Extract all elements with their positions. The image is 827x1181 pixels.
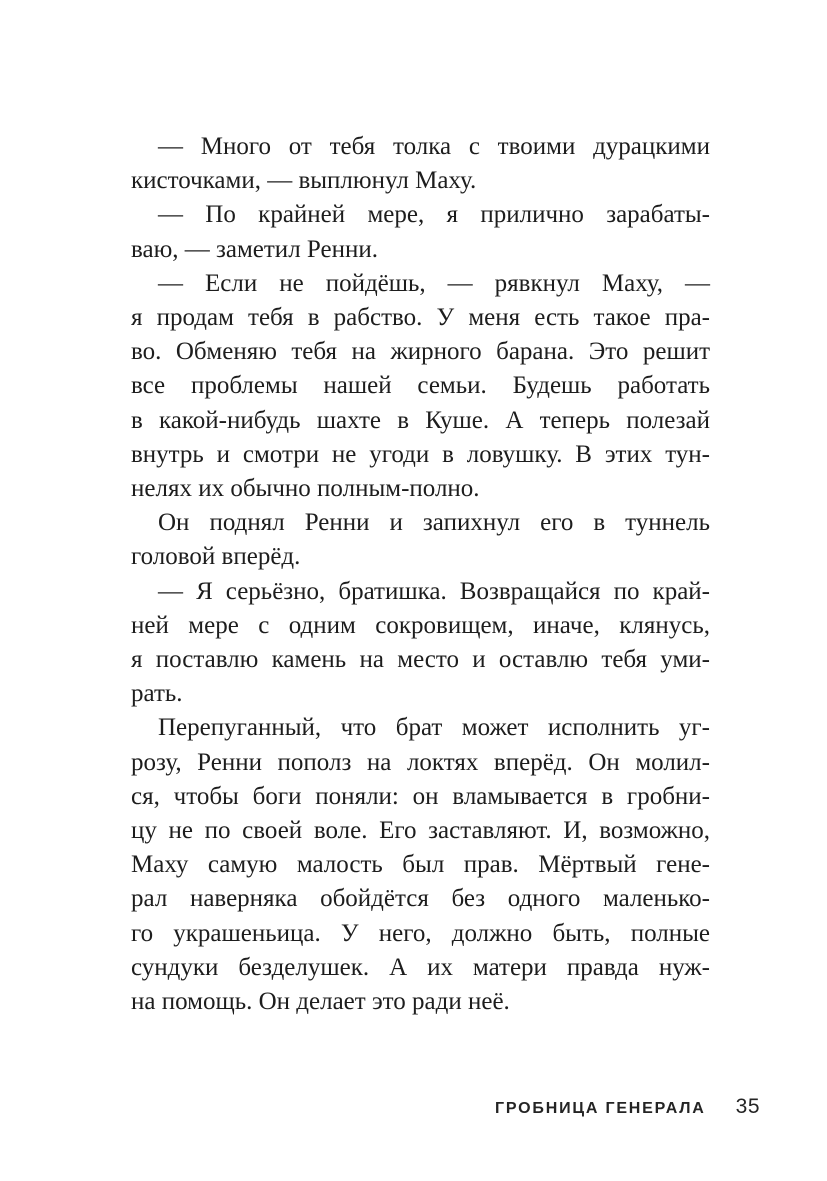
text-line: ваю, — заметил Ренни.: [131, 235, 378, 263]
text-line: рал наверняка обойдётся без одного маленько-: [131, 885, 710, 913]
page-footer: [495, 1095, 760, 1119]
text-line: сундуки безделушек. А их матери правда нуж-: [131, 953, 710, 981]
paragraph: [131, 575, 710, 712]
page-text-block: [131, 130, 710, 1019]
text-line: все проблемы нашей семьи. Будешь работать: [131, 372, 710, 400]
text-line: рать.: [131, 680, 183, 708]
text-line: в какой-нибудь шахте в Куше. А теперь полезай: [131, 406, 710, 434]
paragraph: [131, 506, 710, 574]
text-line: Маху самую малость был прав. Мёртвый гене-: [131, 851, 710, 879]
text-line: цу не по своей воле. Его заставляют. И, возможно,: [131, 817, 710, 845]
text-line: кисточками, — выплюнул Маху.: [131, 167, 477, 195]
text-line: — Много от тебя толка с твоими дурацкими: [158, 133, 710, 160]
paragraph: [131, 198, 710, 266]
paragraph: [131, 711, 710, 1019]
text-line: Перепуганный, что брат может исполнить уг-: [158, 714, 710, 742]
text-line: на помощь. Он делает это ради неё.: [131, 988, 510, 1016]
text-line: го украшеньица. У него, должно быть, полные: [131, 919, 710, 947]
text-line: ней мере с одним сокровищем, иначе, клянусь,: [131, 611, 710, 639]
text-line: розу, Ренни пополз на локтях вперёд. Он молил-: [131, 748, 710, 776]
text-line: нелях их обычно полным-полно.: [131, 475, 480, 503]
text-line: — Если не пойдёшь, — рявкнул Маху, —: [158, 269, 710, 297]
text-line: внутрь и смотри не угоди в ловушку. В этих тун-: [131, 440, 710, 468]
paragraph: [131, 267, 710, 506]
running-title: ГРОБНИЦА ГЕНЕРАЛА: [495, 1100, 706, 1117]
text-line: — Я серьёзно, братишка. Возвращайся по край-: [158, 577, 710, 605]
text-line: — По крайней мере, я прилично зарабаты-: [158, 201, 710, 229]
text-line: я продам тебя в рабство. У меня есть такое пра-: [131, 304, 710, 332]
text-line: ся, чтобы боги поняли: он вламывается в гробни-: [131, 782, 710, 810]
paragraph: [131, 130, 710, 198]
text-line: во. Обменяю тебя на жирного барана. Это решит: [131, 338, 710, 366]
text-line: головой вперёд.: [131, 543, 301, 571]
page-number: 35: [735, 1095, 760, 1118]
text-line: я поставлю камень на место и оставлю тебя уми-: [131, 646, 710, 674]
text-line: Он поднял Ренни и запихнул его в туннель: [158, 509, 710, 537]
